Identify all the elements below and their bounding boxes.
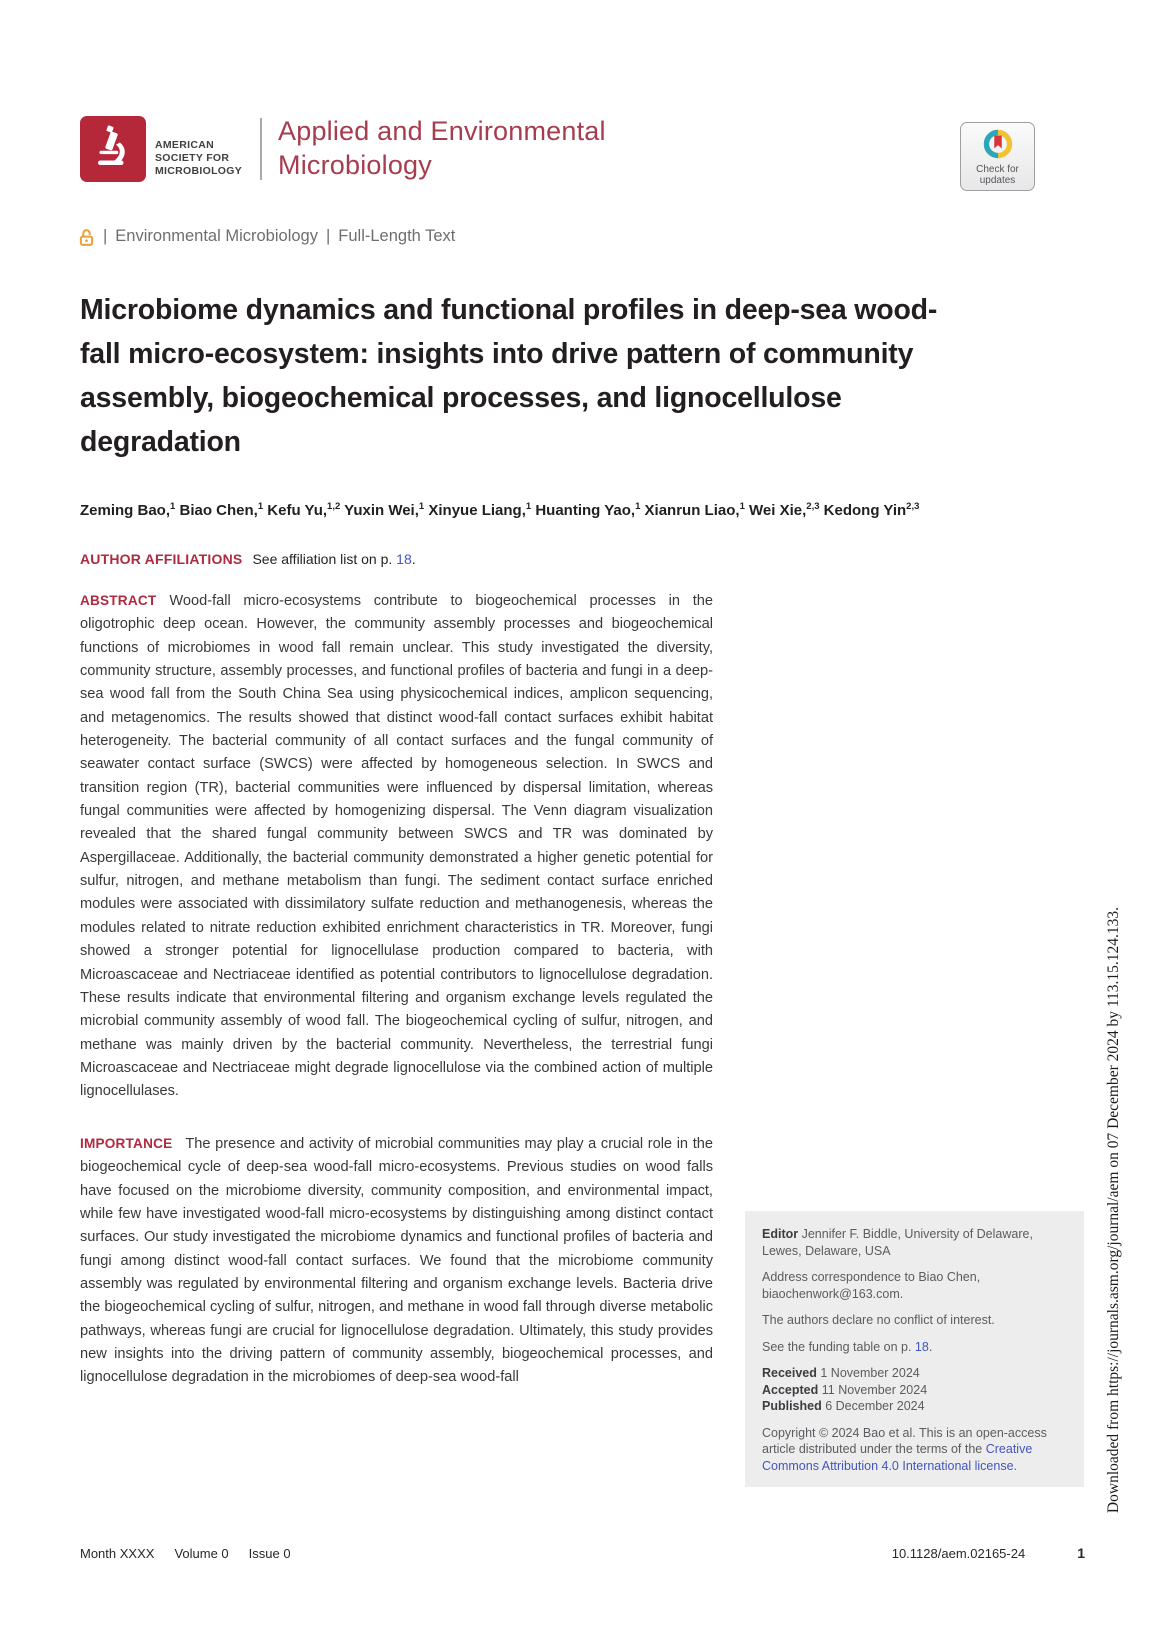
copyright-line: Copyright © 2024 Bao et al. This is an open-access article distributed under the terms of the Creative Commons Attribution 4.0 International license. (762, 1425, 1047, 1473)
author: Xianrun Liao,$^1$ (640, 501, 745, 519)
journal-masthead (80, 116, 606, 182)
masthead-divider (260, 118, 262, 180)
author: Biao Chen,$^1$ (175, 501, 264, 519)
open-access-icon (78, 228, 95, 247)
author: Wei Xie,$^{2,3}$ (744, 501, 820, 519)
correspondence-line: Address correspondence to Biao Chen, biaochenwork@163.com. (762, 1270, 981, 1301)
author: Xinyue Liang,$^1$ (424, 501, 532, 519)
article-title: Microbiome dynamics and functional profiles in deep-sea wood-fall micro-ecosystem: insights into drive pattern of community assembly, biogeochemical processes, and lignocellulose degradation (80, 294, 938, 458)
conflict-line: The authors declare no conflict of interest. (762, 1313, 995, 1327)
check-updates-label: Check for updates (976, 164, 1019, 186)
meta-pipe: | (103, 227, 108, 245)
received-line: Received 1 November 2024 (762, 1366, 920, 1380)
meta-pipe: | (325, 227, 331, 245)
article-type: Full-Length Text (338, 227, 456, 245)
editor-line: Editor Jennifer F. Biddle, University of Delaware, Lewes, Delaware, USA (762, 1227, 1033, 1258)
affiliations-text-end: . (411, 551, 416, 567)
author-list (80, 497, 1000, 521)
accepted-line: Accepted 11 November 2024 (762, 1382, 928, 1397)
asm-logo (80, 116, 146, 182)
author: Zeming Bao,$^1$ (80, 501, 176, 519)
abstract-label: ABSTRACT (80, 593, 157, 608)
abstract-section (80, 589, 713, 1104)
published-line: Published 6 December 2024 (762, 1399, 925, 1413)
check-for-updates-badge[interactable] (960, 122, 1035, 191)
asm-society-name: AMERICAN SOCIETY FOR MICROBIOLOGY (155, 139, 243, 177)
importance-label: IMPORTANCE (80, 1136, 173, 1151)
author: Yuxin Wei,$^1$ (340, 501, 425, 519)
author: Huanting Yao,$^1$ (531, 501, 641, 519)
affiliations-label: AUTHOR AFFILIATIONS (80, 551, 243, 567)
article-dates (762, 1365, 1067, 1415)
download-watermark: Downloaded from https://journals.asm.org/journal/aem on 07 December 2024 by 113.15.124.133. (1105, 906, 1122, 1514)
doi: 10.1128/aem.02165-24 (891, 1546, 1026, 1561)
affiliations-page-link[interactable]: 18 (396, 551, 412, 567)
affiliations-text: See affiliation list on p. (252, 551, 397, 567)
article-meta-line (78, 226, 455, 247)
page-number: 1 (1077, 1545, 1085, 1561)
article-section: Environmental Microbiology (115, 227, 318, 245)
importance-section (80, 1132, 713, 1390)
author: Kedong Yin$^{2,3}$ (819, 501, 920, 519)
author-affiliations-line (80, 551, 416, 567)
article-info-box (745, 1211, 1084, 1487)
cc-license-link[interactable]: Creative Commons Attribution 4.0 International license (762, 1442, 1033, 1473)
importance-text: The presence and activity of microbial communities may play a crucial role in the biogeochemical cycle of deep-sea wood-fall micro-ecosystems. Previous studies on wood falls have focused on the microbiome diversity, community composition, and environmental impact, while few have investigated wood-fall micro-ecosystems by distinguishing among distinct contact surfaces. Our study investigated the microbiome dynamics and functional profiles of bacteria and fungi among distinct wood-fall contact surfaces. We found that the microbiome community assembly was regulated by environmental filtering and organism exchange levels. Bacteria drive the biogeochemical cycling of sulfur, nitrogen, and methane in wood fall through diverse metabolic pathways, whereas fungi are crucial for lignocellulose degradation. Ultimately, this study provides new insights into the driving pattern of community assembly, biogeochemical processes, and lignocellulose degradation in the microbiomes of deep-sea wood-fall (80, 1136, 713, 1386)
issue-info: Month XXXX Volume 0 Issue 0 (80, 1546, 291, 1561)
funding-page-link[interactable]: 18 (914, 1339, 929, 1354)
page-footer (80, 1545, 1085, 1561)
abstract-text: Wood-fall micro-ecosystems contribute to biogeochemical processes in the oligotrophic deep ocean. However, the community assembly processes and biogeochemical functions of microbiomes in wood fall remain unclear. This study investigated the diversity, community structure, assembly processes, and functional profiles of bacteria and fungi in a deep-sea wood fall from the South China Sea using physicochemical indices, amplicon sequencing, and metagenomics. The results showed that distinct wood-fall contact surfaces exhibit habitat heterogeneity. The bacterial community of all contact surfaces and the fungal community of seawater contact surface (SWCS) were affected by homogeneous selection. In SWCS and transition region (TR), bacterial communities were influenced by dispersal limitation, whereas fungal communities were affected by homogenizing dispersal. The Venn diagram visualization revealed that the shared fungal community between SWCS and TR was dominated by Aspergillaceae. Additionally, the bacterial community demonstrated a higher genetic potential for sulfur, nitrogen, and methane metabolism than fungi. The sediment contact surface enriched modules were associated with dissimilatory sulfate reduction and methanogenesis, whereas the modules related to nitrate reduction exhibited enrichment characteristics in TR. Moreover, fungi showed a stronger potential for lignocellulase production compared to bacteria, with Microascaceae and Nectriaceae identified as potential contributors to lignocellulose degradation. These results indicate that environmental filtering and organism exchange levels regulated the microbial community assembly of wood fall. The biogeochemical cycling of sulfur, nitrogen, and methane was mainly driven by the bacterial community. Nevertheless, the terrestrial fungi Microascaceae and Nectriaceae might degrade lignocellulose via the combined action of multiple lignocellulases. (80, 593, 713, 1100)
microscope-icon (89, 123, 137, 176)
funding-line: See the funding table on p. 18. (762, 1339, 933, 1354)
journal-title: Applied and Environmental Microbiology (278, 116, 606, 180)
author: Kefu Yu,$^{1,2}$ (263, 501, 341, 519)
check-updates-icon (981, 147, 1015, 164)
doi-and-page (892, 1545, 1085, 1561)
